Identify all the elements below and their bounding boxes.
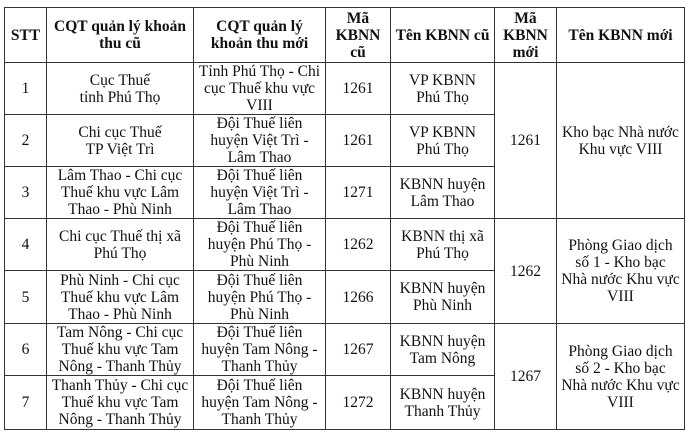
- header-new-treasury-name: Tên KBNN mới: [557, 8, 685, 63]
- cell-old-treasury-name: KBNN huyện Tam Nông: [391, 324, 495, 376]
- cell-new-treasury-code-group-3: 1267: [495, 324, 557, 430]
- header-new-treasury-code: Mã KBNN mới: [495, 8, 557, 63]
- cell-old-tax-authority: Lâm Thao - Chi cục Thuế khu vực Lâm Thao - Phù Ninh: [47, 167, 194, 219]
- cell-stt: 7: [5, 376, 47, 430]
- cell-old-treasury-code: 1271: [326, 167, 391, 219]
- cell-old-treasury-name: KBNN huyện Lâm Thao: [391, 167, 495, 219]
- cell-old-treasury-code: 1262: [326, 219, 391, 271]
- cell-new-tax-authority: Đội Thuế liên huyện Việt Trì - Lâm Thao: [194, 167, 326, 219]
- cell-new-tax-authority: Đội Thuế liên huyện Tam Nông - Thanh Thủy: [194, 376, 326, 430]
- cell-stt: 4: [5, 219, 47, 271]
- cell-new-tax-authority: Đội Thuế liên huyện Tam Nông - Thanh Thủy: [194, 324, 326, 376]
- cell-new-tax-authority: Đội Thuế liên huyện Phú Thọ - Phù Ninh: [194, 271, 326, 324]
- cell-old-treasury-code: 1266: [326, 271, 391, 324]
- cell-old-treasury-name: VP KBNN Phú Thọ: [391, 115, 495, 167]
- cell-new-tax-authority: Tỉnh Phú Thọ - Chi cục Thuế khu vực VIII: [194, 63, 326, 115]
- cell-old-tax-authority: Phù Ninh - Chi cục Thuế khu vực Lâm Thao - Phù Ninh: [47, 271, 194, 324]
- cell-new-treasury-code-group-1: 1261: [495, 63, 557, 219]
- cell-old-tax-authority: Chi cục Thuế thị xã Phú Thọ: [47, 219, 194, 271]
- header-stt: STT: [5, 8, 47, 63]
- cell-new-treasury-name-group-3: Phòng Giao dịch số 2 - Kho bạc Nhà nước Khu vực VIII: [557, 324, 685, 430]
- cell-old-tax-authority: Chi cục Thuế TP Việt Trì: [47, 115, 194, 167]
- cell-new-tax-authority: Đội Thuế liên huyện Phú Thọ - Phù Ninh: [194, 219, 326, 271]
- cell-stt: 2: [5, 115, 47, 167]
- cell-old-treasury-code: 1261: [326, 63, 391, 115]
- cell-new-treasury-name-group-1: Kho bạc Nhà nước Khu vực VIII: [557, 63, 685, 219]
- cell-old-treasury-code: 1272: [326, 376, 391, 430]
- cell-stt: 1: [5, 63, 47, 115]
- cell-old-treasury-name: KBNN huyện Thanh Thủy: [391, 376, 495, 430]
- header-new-tax-authority: CQT quản lý khoản thu mới: [194, 8, 326, 63]
- cell-old-treasury-name: KBNN thị xã Phú Thọ: [391, 219, 495, 271]
- header-old-treasury-name: Tên KBNN cũ: [391, 8, 495, 63]
- cell-old-tax-authority: Tam Nông - Chi cục Thuế khu vực Tam Nông - Thanh Thủy: [47, 324, 194, 376]
- header-old-treasury-code: Mã KBNN cũ: [326, 8, 391, 63]
- cell-old-treasury-code: 1267: [326, 324, 391, 376]
- cell-new-treasury-code-group-2: 1262: [495, 219, 557, 324]
- cell-stt: 5: [5, 271, 47, 324]
- header-row: [5, 8, 685, 63]
- table-row: [5, 219, 685, 271]
- cell-old-treasury-name: KBNN huyện Phù Ninh: [391, 271, 495, 324]
- cell-new-tax-authority: Đội Thuế liên huyện Việt Trì - Lâm Thao: [194, 115, 326, 167]
- table-row: [5, 63, 685, 115]
- cell-old-tax-authority: Thanh Thủy - Chi cục Thuế khu vực Tam Nông - Thanh Thủy: [47, 376, 194, 430]
- cell-old-treasury-name: VP KBNN Phú Thọ: [391, 63, 495, 115]
- cell-old-tax-authority: Cục Thuế tỉnh Phú Thọ: [47, 63, 194, 115]
- cell-stt: 6: [5, 324, 47, 376]
- header-old-tax-authority: CQT quản lý khoản thu cũ: [47, 8, 194, 63]
- cell-old-treasury-code: 1261: [326, 115, 391, 167]
- treasury-mapping-table: [4, 7, 685, 430]
- table-row: [5, 324, 685, 376]
- cell-stt: 3: [5, 167, 47, 219]
- cell-new-treasury-name-group-2: Phòng Giao dịch số 1 - Kho bạc Nhà nước Khu vực VIII: [557, 219, 685, 324]
